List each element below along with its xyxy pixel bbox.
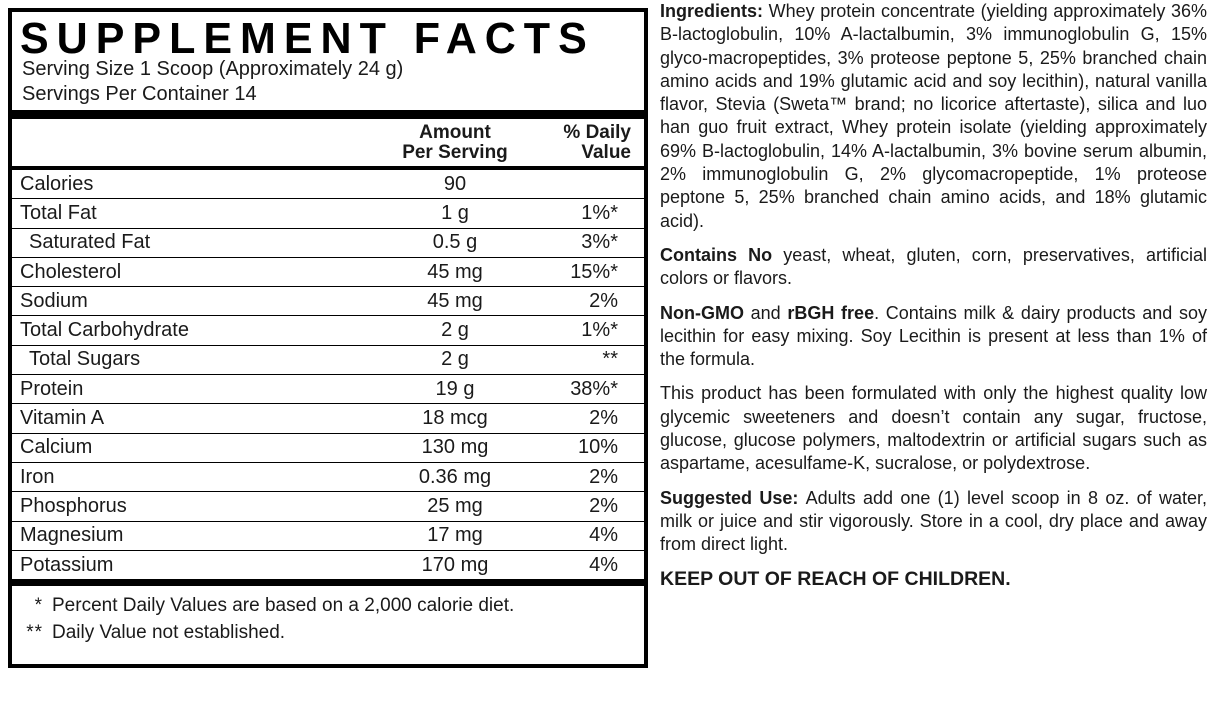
nutrient-amount: 2 g: [441, 319, 469, 342]
fact-row-potassium: [12, 551, 644, 579]
fact-row-saturated-fat: [12, 229, 644, 258]
column-header-row: [12, 119, 644, 166]
fact-row-cholesterol: [12, 258, 644, 287]
nutrient-name: Vitamin A: [20, 407, 105, 430]
footnote-1: [12, 593, 644, 620]
servings-per-container-line: Servings Per Container 14: [22, 82, 257, 105]
daily-value-column-header: [530, 123, 644, 163]
fact-row-phosphorus: [12, 492, 644, 521]
nutrient-daily-value: 2%: [589, 494, 618, 517]
nutrient-name: Cholesterol: [20, 260, 122, 283]
body-text: This product has been formulated with only the highest quality low glycemic sweeteners and doesn’t contain any sugar, fructose, glucose, glucose polymers, maltodextrin or artificial sugars such as aspartame, acesulfame-K, sucralose, or polydextrose.: [660, 383, 1207, 474]
footnote-text: Percent Daily Values are based on a 2,000 calorie diet.: [52, 595, 515, 617]
daily-value-header-line2: Value: [581, 142, 631, 163]
bold-text: Non-GMO: [660, 302, 744, 323]
bold-text: Suggested Use:: [660, 487, 806, 508]
panel-title: SUPPLEMENT FACTS: [20, 14, 595, 63]
body-text: . Contains milk & dairy products and soy lecithin for easy mixing. Soy Lecithin is present at less than 1% of the formula.: [660, 302, 1207, 370]
footnote-text: Daily Value not established.: [52, 621, 286, 643]
fact-row-magnesium: [12, 522, 644, 551]
serving-size-line: Serving Size 1 Scoop (Approximately 24 g): [22, 58, 404, 80]
paragraph-suggested-use: [660, 487, 1207, 557]
nutrient-daily-value: 1%*: [581, 201, 618, 224]
nutrient-daily-value: 1%*: [581, 319, 618, 342]
nutrient-daily-value: 3%*: [581, 231, 618, 254]
paragraph-contains-no: [660, 244, 1207, 291]
nutrient-daily-value: **: [602, 348, 618, 371]
nutrient-daily-value: 4%: [589, 553, 618, 576]
nutrient-amount: 18 mcg: [422, 407, 488, 430]
nutrient-name: Protein: [20, 377, 84, 400]
ingredients-column: [660, 0, 1207, 591]
body-text: and: [743, 302, 788, 323]
nutrient-name: Saturated Fat: [29, 231, 151, 254]
amount-column-header: [380, 123, 530, 163]
fact-row-total-sugars: [12, 346, 644, 375]
bold-text: Contains No: [660, 244, 773, 265]
nutrient-name: Total Sugars: [29, 348, 141, 371]
footnote-marker: *: [34, 595, 43, 617]
fact-row-total-carbohydrate: [12, 316, 644, 345]
nutrient-daily-value: 2%: [589, 465, 618, 488]
amount-header-line2: Per Serving: [402, 142, 508, 163]
nutrient-amount: 19 g: [435, 377, 475, 400]
footnotes: [12, 586, 644, 646]
nutrient-amount: 1 g: [441, 201, 469, 224]
nutrient-amount: 45 mg: [427, 289, 483, 312]
footnote-2: [12, 620, 644, 647]
nutrient-name: Magnesium: [20, 524, 124, 547]
paragraph-formulation-note: [660, 382, 1207, 475]
paragraph-non-gmo: [660, 302, 1207, 372]
nutrient-daily-value: 2%: [589, 407, 618, 430]
nutrient-amount: 45 mg: [427, 260, 483, 283]
divider-bar-top: [12, 110, 644, 119]
nutrient-amount: 2 g: [441, 348, 469, 371]
fact-row-calcium: [12, 434, 644, 463]
amount-header-line1: Amount: [419, 122, 491, 143]
fact-row-total-fat: [12, 199, 644, 228]
nutrient-name: Total Carbohydrate: [20, 319, 189, 342]
nutrient-daily-value: 38%*: [570, 377, 618, 400]
fact-row-iron: [12, 463, 644, 492]
nutrient-amount: 17 mg: [427, 524, 483, 547]
bold-text: KEEP OUT OF REACH OF CHILDREN.: [660, 567, 1011, 590]
daily-value-header-line1: % Daily: [563, 122, 631, 143]
body-text: Whey protein concentrate (yielding approximately 36% B-lactoglobulin, 10% A-lactalbumin, 3% immunoglobulin G, 15% glyco-macropeptides, 3% proteose peptone 5, 25% branched chain amino acids and 19% glutamic acid and soy lecithin), natural vanilla flavor, Stevia (Sweta™ brand; no licorice aftertaste), silica and luo han guo fruit extract, Whey protein isolate (yielding approximately 69% B-lactoglobulin, 14% A-lactalbumin, 3% bovine serum albumin, 2% immunoglobulin G, 2% glycomacropeptide, 1% proteose peptone 5, 25% branched chain amino acids, and 18% glutamic acid).: [660, 1, 1207, 231]
nutrient-daily-value: 10%: [577, 436, 618, 459]
nutrient-daily-value: 15%*: [570, 260, 618, 283]
nutrient-amount: 0.5 g: [432, 231, 478, 254]
nutrient-name: Sodium: [20, 289, 88, 312]
nutrient-name: Iron: [20, 465, 55, 488]
nutrient-daily-value: 2%: [589, 289, 618, 312]
nutrient-amount: 25 mg: [427, 494, 483, 517]
paragraph-ingredients: [660, 0, 1207, 233]
nutrient-daily-value: 4%: [589, 524, 618, 547]
nutrient-amount: 170 mg: [421, 553, 489, 576]
nutrient-name: Phosphorus: [20, 494, 127, 517]
nutrient-amount: 130 mg: [421, 436, 489, 459]
nutrient-amount: 90: [443, 172, 467, 195]
fact-row-vitamin-a: [12, 404, 644, 433]
nutrient-amount: 0.36 mg: [418, 465, 492, 488]
column-header-spacer: [12, 123, 380, 163]
footnote-marker: **: [26, 621, 43, 643]
nutrient-name: Total Fat: [20, 201, 97, 224]
supplement-facts-panel: [8, 8, 648, 668]
nutrient-name: Calcium: [20, 436, 93, 459]
bold-text: rBGH free: [787, 302, 875, 323]
divider-bar-bottom: [12, 579, 644, 586]
nutrient-name: Potassium: [20, 553, 114, 576]
fact-row-protein: [12, 375, 644, 404]
bold-text: Ingredients:: [660, 1, 769, 21]
nutrient-name: Calories: [20, 172, 94, 195]
fact-row-calories: [12, 170, 644, 199]
paragraph-keep-out-warning: [660, 568, 1207, 591]
facts-rows: [12, 170, 644, 579]
body-text: Adults add one (1) level scoop in 8 oz. of water, milk or juice and stir vigorously. Store in a cool, dry place and away from direct light.: [660, 487, 1207, 555]
fact-row-sodium: [12, 287, 644, 316]
body-text: yeast, wheat, gluten, corn, preservatives, artificial colors or flavors.: [660, 244, 1208, 289]
